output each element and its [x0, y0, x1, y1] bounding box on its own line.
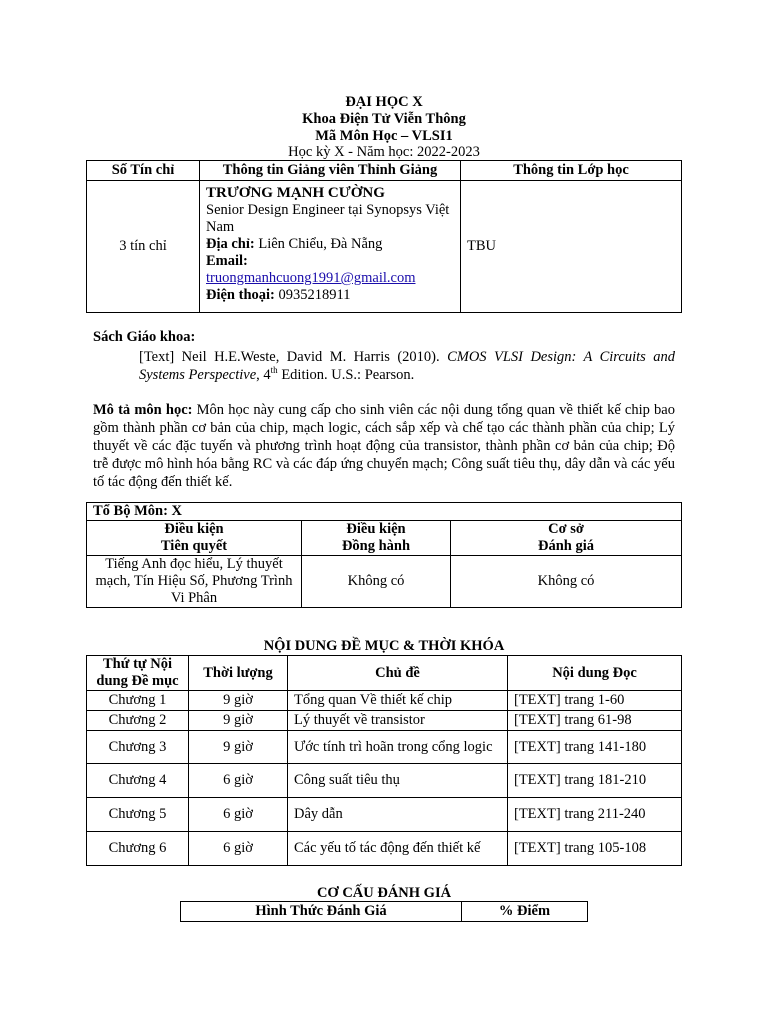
- lecturer-name: TRƯƠNG MẠNH CƯỜNG: [206, 185, 385, 201]
- info-header-credits: Số Tín chỉ: [87, 161, 200, 181]
- schedule-header-duration: Thời lượng: [189, 656, 288, 691]
- prereq-header-line2: Tiên quyết: [160, 538, 228, 554]
- schedule-body: [87, 691, 682, 866]
- lecturer-phone: [206, 287, 454, 304]
- schedule-row: [87, 711, 682, 731]
- coreq-header-line1: Điều kiện: [346, 521, 406, 537]
- email-label: Email:: [206, 253, 248, 269]
- class-info-cell: TBU: [461, 181, 682, 313]
- coreq-header: [302, 521, 451, 556]
- textbook-title: CMOS VLSI Design: A Circuits and Systems Perspective: [139, 349, 675, 383]
- eval-value: Không có: [451, 556, 682, 608]
- lecturer-address: [206, 236, 454, 253]
- schedule-chapter: Chương 4: [87, 764, 189, 798]
- schedule-chapter: Chương 2: [87, 711, 189, 731]
- schedule-topic: Lý thuyết về transistor: [288, 711, 508, 731]
- schedule-row: [87, 691, 682, 711]
- schedule-header-reading: Nội dung Đọc: [508, 656, 682, 691]
- schedule-duration: 9 giờ: [189, 691, 288, 711]
- prereq-header-line1: Điều kiện: [164, 521, 224, 537]
- schedule-topic: Các yếu tố tác động đến thiết kế: [288, 832, 508, 866]
- coreq-value: Không có: [302, 556, 451, 608]
- schedule-topic: Tổng quan Về thiết kế chip: [288, 691, 508, 711]
- schedule-reading: [TEXT] trang 61-98: [508, 711, 682, 731]
- credits-cell: 3 tín chỉ: [87, 181, 200, 313]
- schedule-header-chapter: Thứ tự Nội dung Đề mục: [87, 656, 189, 691]
- assessment-title: CƠ CẤU ĐÁNH GIÁ: [316, 885, 452, 901]
- schedule-topic: Dây dẫn: [288, 798, 508, 832]
- schedule-row: [87, 731, 682, 764]
- course-code: Mã Môn Học – VLSI1: [315, 128, 453, 144]
- schedule-duration: 6 giờ: [189, 832, 288, 866]
- schedule-title: NỘI DUNG ĐỀ MỤC & THỜI KHÓA: [263, 638, 505, 654]
- coreq-header-line2: Đồng hành: [341, 538, 411, 554]
- schedule-chapter: Chương 6: [87, 832, 189, 866]
- schedule-topic: Công suất tiêu thụ: [288, 764, 508, 798]
- schedule-duration: 9 giờ: [189, 711, 288, 731]
- university-name: ĐẠI HỌC X: [345, 94, 423, 110]
- phone-value: 0935218911: [274, 287, 351, 303]
- address-value: Liên Chiểu, Đà Nẵng: [254, 236, 383, 252]
- lecturer-cell: [200, 181, 461, 313]
- schedule-reading: [TEXT] trang 105-108: [508, 832, 682, 866]
- schedule-reading: [TEXT] trang 1-60: [508, 691, 682, 711]
- info-table: [86, 160, 682, 313]
- description-label: Mô tả môn học:: [93, 402, 193, 418]
- lecturer-title: Senior Design Engineer tại Synopsys Việt Nam: [206, 202, 450, 235]
- schedule-chapter: Chương 3: [87, 731, 189, 764]
- schedule-chapter: Chương 1: [87, 691, 189, 711]
- info-header-lecturer: Thông tin Giảng viên Thỉnh Giảng: [200, 161, 461, 181]
- schedule-row: [87, 764, 682, 798]
- schedule-duration: 9 giờ: [189, 731, 288, 764]
- textbook-publisher: Edition. U.S.: Pearson.: [277, 367, 415, 383]
- assessment-header-score: % Điểm: [462, 902, 588, 922]
- info-header-class: Thông tin Lớp học: [461, 161, 682, 181]
- phone-label: Điện thoại:: [206, 287, 275, 303]
- schedule-header-topic: Chủ đề: [288, 656, 508, 691]
- schedule-duration: 6 giờ: [189, 764, 288, 798]
- schedule-reading: [TEXT] trang 211-240: [508, 798, 682, 832]
- schedule-chapter: Chương 5: [87, 798, 189, 832]
- schedule-duration: 6 giờ: [189, 798, 288, 832]
- department-title: Tổ Bộ Môn: X: [87, 503, 682, 521]
- textbook-reference: [139, 348, 675, 384]
- email-link[interactable]: truongmanhcuong1991@gmail.com: [206, 270, 416, 286]
- term: Học kỳ X - Năm học: 2022-2023: [288, 144, 480, 160]
- address-label: Địa chỉ:: [206, 236, 255, 252]
- assessment-header-type: Hình Thức Đánh Giá: [181, 902, 462, 922]
- schedule-reading: [TEXT] trang 181-210: [508, 764, 682, 798]
- textbook-edition-num: , 4: [256, 367, 271, 383]
- schedule-row: [87, 832, 682, 866]
- schedule-reading: [TEXT] trang 141-180: [508, 731, 682, 764]
- textbook-edition-sup: th: [270, 365, 278, 376]
- prereq-header: [87, 521, 302, 556]
- schedule-table: [86, 655, 682, 866]
- schedule-topic: Ước tính trì hoãn trong cổng logic: [288, 731, 508, 764]
- textbook-authors: [Text] Neil H.E.Weste, David M. Harris (2010).: [139, 349, 448, 365]
- textbook-label: Sách Giáo khoa:: [93, 329, 196, 345]
- eval-header: [451, 521, 682, 556]
- schedule-row: [87, 798, 682, 832]
- eval-header-line2: Đánh giá: [537, 538, 594, 554]
- department-table: [86, 502, 682, 608]
- eval-header-line1: Cơ sở: [548, 521, 584, 537]
- prereq-value: Tiếng Anh đọc hiểu, Lý thuyết mạch, Tín Hiệu Số, Phương Trình Vi Phân: [87, 556, 302, 608]
- assessment-table: [180, 901, 588, 922]
- faculty-name: Khoa Điện Tử Viễn Thông: [302, 111, 466, 127]
- description-text: Môn học này cung cấp cho sinh viên các nội dung tổng quan về thiết kế chip bao gồm thành phần cơ bản của chip, mạch logic, cách sắp xếp và chế tạo các thành phần của chip; Lý thuyết về các đặc tuyến và phương trình hoạt động của transistor, thành phần cơ bản của chip; Độ trễ được mô hình hóa bằng RC và các đáp ứng chuyển mạch; Công suất tiêu thụ, dây dẫn và các yếu tố tác động đến thiết kế.: [93, 402, 675, 490]
- course-description: [93, 401, 675, 491]
